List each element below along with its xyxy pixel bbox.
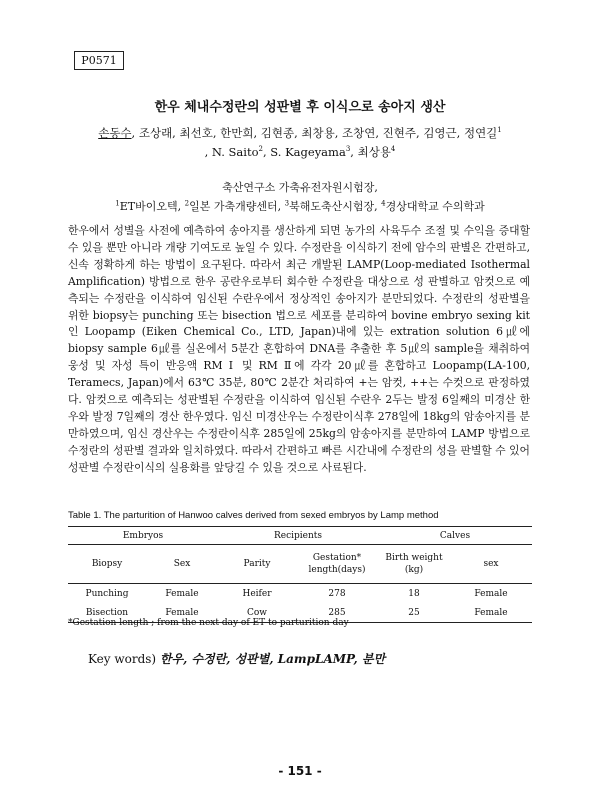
keywords-terms: 한우, 수정란, 성판별, LampLAMP, 분만 [159,652,386,666]
col-sex: Sex [146,545,218,584]
page-number: - 151 - [278,764,322,778]
keywords-label: Key words) [88,652,160,666]
author-mark-2: 2 [258,145,263,154]
table-cell: 285 [296,603,378,623]
table-cell: Female [146,603,218,623]
table-cell: Bisection [68,603,146,623]
author-kageyama: , S. Kageyama [262,145,346,159]
affil-hokkaido: 북해도축산시험장, [289,200,382,213]
table-caption: Table 1. The parturition of Hanwoo calves derived from sexed embryos by Lamp method [68,510,439,521]
author-mark-3: 3 [345,145,351,154]
group-calves: Calves [378,527,532,545]
col-gestation: Gestation* length(days) [296,545,378,584]
group-embryos: Embryos [68,527,218,545]
author-list [0,124,600,162]
table-row [68,584,532,604]
affiliation-line-2 [0,197,600,216]
table-cell: Female [165,588,199,599]
keywords [88,650,385,667]
affil-mark-1: 1 [115,199,120,208]
author-saito: , N. Saito [204,145,259,159]
author-names-1: , 조상래, 최선호, 한만희, 김현종, 최창용, 조창연, 진현주, 김영근, 정연길 [131,126,498,140]
table-cell: Punching [85,588,129,599]
author-line-2 [0,143,600,162]
author-mark-1: 1 [497,126,502,135]
table-cell: 18 [408,588,420,599]
col-parity: Parity [218,545,296,584]
col-calf-sex: sex [450,545,532,584]
affil-mark-2: 2 [184,199,190,208]
table-cell: Female [474,588,508,599]
col-biopsy: Biopsy [68,545,146,584]
table-cell: Female [450,603,532,623]
table-cell: 25 [378,603,450,623]
table-cell: Heifer [242,588,272,599]
affiliations [0,178,600,216]
abstract-text: 한우에서 성별을 사전에 예측하여 송아지를 생산하게 되면 농가의 사육두수 조절 및 수익을 증대할 수 있을 뿐만 아니라 개량 기여도로 높일 수 있다. 수정란을 이식하기 전에 암수의 판별은 간편하고, 신속 정확하게 하는 방법이 요구된다. 따라서 최근 개발된 LAMP(Loop-mediated Isothermal Amplification) 방법으로 한우 공란우로부터 회수한 수정란을 대상으로 성 판별하고 암컷으로 예측되는 수정란을 이식하여 임신된 수란우에서 정상적인 송아지가 분만되었다. 수정란의 성판별을 위한 biopsy는 punching 또는 bisection 법으로 세포를 분리하여 bovine embryo sexing kit인 Loopamp (Eiken Chemical Co., LTD, Japan)내에 있는 extration solution 6㎕에 biopsy sample 6㎕를 실온에서 5분간 혼합하여 DNA를 추출한 후 5㎕의 sample을 채취하여 웅성 및 자성 특이 반응액 RM Ⅰ 및 RM Ⅱ에 각각 20㎕를 혼합하고 Loopamp(LA-100, Teramecs, Japan)에서 63℃ 35분, 80℃ 2분간 처리하여 +는 암컷, ++는 수컷으로 판정하였다. 암컷으로 예측되는 성판별된 수정란을 이식하여 임신된 수란우 2두는 발정 6일째의 미경산 한우와 발정 7일째의 경산 한우였다. 임신 미경산우는 수정란이식후 278일에 18kg의 암송아지를 분만하였으며, 임신 경산우는 수정란이식후 285일에 25kg의 암송아지를 분만하여 LAMP 방법으로 수정란의 성판별 결과와 일치하였다. 따라서 간편하고 빠른 시간내에 수정란의 성을 판별할 수 있어 성판별 수정란이식의 실용화를 앞당길 수 있을 것으로 사료된다. [68,224,530,474]
presenting-author: 손동수 [98,126,132,140]
table-cell: 278 [328,588,346,599]
author-mark-4: 4 [390,145,396,154]
affil-mark-3: 3 [284,199,290,208]
affil-gyeongsang: 경상대학교 수의학과 [385,200,485,213]
table-cell: Cow [218,603,296,623]
author-choi: , 최상용 [350,145,391,159]
table-footnote: *Gestation length ; from the next day of ET to parturition day [68,618,349,628]
col-birth-weight: Birth weight (kg) [378,545,450,584]
affil-et-biotech: ET바이오텍, [119,200,185,213]
affil-mark-4: 4 [381,199,386,208]
affil-japan-center: 일본 가축개량센터, [189,200,285,213]
paper-title: 한우 체내수정란의 성판별 후 이식으로 송아지 생산 [154,100,446,115]
paper-code: P0571 [74,51,124,70]
group-recipients: Recipients [218,527,378,545]
affiliation-line-1: 축산연구소 가축유전자원시험장, [222,181,378,194]
results-table [68,526,532,623]
author-line-1 [0,124,600,143]
